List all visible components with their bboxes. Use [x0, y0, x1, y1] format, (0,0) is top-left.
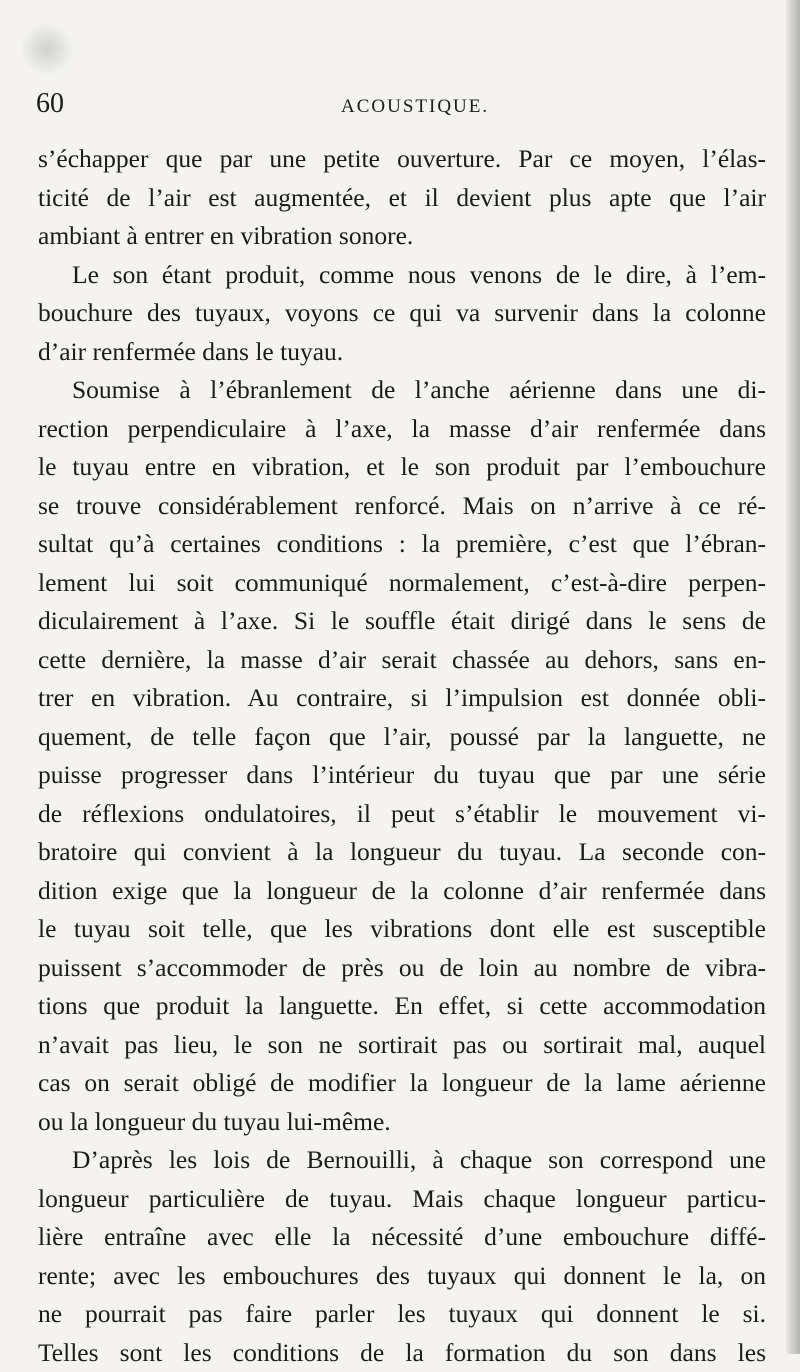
text-line: lière entraîne avec elle la nécessité d’une embouchure diffé-	[38, 1218, 766, 1257]
text-line: le tuyau entre en vibration, et le son produit par l’embouchure	[38, 448, 766, 487]
text-line: dition exige que la longueur de la colonne d’air renfermée dans	[38, 872, 766, 911]
text-line: n’avait pas lieu, le son ne sortirait pas ou sortirait mal, auquel	[38, 1026, 766, 1065]
text-line: rection perpendiculaire à l’axe, la masse d’air renfermée dans	[38, 410, 766, 449]
text-line: ne pourrait pas faire parler les tuyaux qui donnent le si.	[38, 1295, 766, 1334]
text-line: Le son étant produit, comme nous venons de le dire, à l’em-	[38, 256, 766, 295]
text-line: se trouve considérablement renforcé. Mais on n’arrive à ce ré-	[38, 487, 766, 526]
body-text	[38, 140, 766, 1372]
text-line: Soumise à l’ébranlement de l’anche aérienne dans une di-	[38, 371, 766, 410]
text-line: sultat qu’à certaines conditions : la première, c’est que l’ébran-	[38, 525, 766, 564]
text-line: ticité de l’air est augmentée, et il devient plus apte que l’air	[38, 179, 766, 218]
page-edge	[786, 0, 800, 1354]
text-line: tions que produit la languette. En effet, si cette accommodation	[38, 987, 766, 1026]
text-line: lement lui soit communiqué normalement, c’est-à-dire perpen-	[38, 564, 766, 603]
text-line: cette dernière, la masse d’air serait chassée au dehors, sans en-	[38, 641, 766, 680]
text-line: trer en vibration. Au contraire, si l’impulsion est donnée obli-	[38, 679, 766, 718]
page-number: 60	[36, 88, 64, 120]
text-line: cas on serait obligé de modifier la longueur de la lame aérienne	[38, 1064, 766, 1103]
text-line: de réflexions ondulatoires, il peut s’établir le mouvement vi-	[38, 795, 766, 834]
text-line: bratoire qui convient à la longueur du tuyau. La seconde con-	[38, 833, 766, 872]
text-line: bouchure des tuyaux, voyons ce qui va survenir dans la colonne	[38, 294, 766, 333]
text-line: d’air renfermée dans le tuyau.	[38, 333, 766, 372]
text-line: ambiant à entrer en vibration sonore.	[38, 217, 766, 256]
page-header	[36, 88, 760, 122]
text-line: le tuyau soit telle, que les vibrations dont elle est susceptible	[38, 910, 766, 949]
text-line: rente; avec les embouchures des tuyaux qui donnent le la, on	[38, 1257, 766, 1296]
ink-smudge	[18, 24, 76, 74]
text-line: puisse progresser dans l’intérieur du tuyau que par une série	[38, 756, 766, 795]
running-title: ACOUSTIQUE.	[341, 96, 489, 118]
text-line: s’échapper que par une petite ouverture. Par ce moyen, l’élas-	[38, 140, 766, 179]
text-line: puissent s’accommoder de près ou de loin au nombre de vibra-	[38, 949, 766, 988]
text-line: Telles sont les conditions de la formation du son dans les	[38, 1334, 766, 1372]
text-line: longueur particulière de tuyau. Mais chaque longueur particu-	[38, 1180, 766, 1219]
text-line: diculairement à l’axe. Si le souffle était dirigé dans le sens de	[38, 602, 766, 641]
text-line: D’après les lois de Bernouilli, à chaque son correspond une	[38, 1141, 766, 1180]
text-line: quement, de telle façon que l’air, poussé par la languette, ne	[38, 718, 766, 757]
text-line: ou la longueur du tuyau lui-même.	[38, 1103, 766, 1142]
